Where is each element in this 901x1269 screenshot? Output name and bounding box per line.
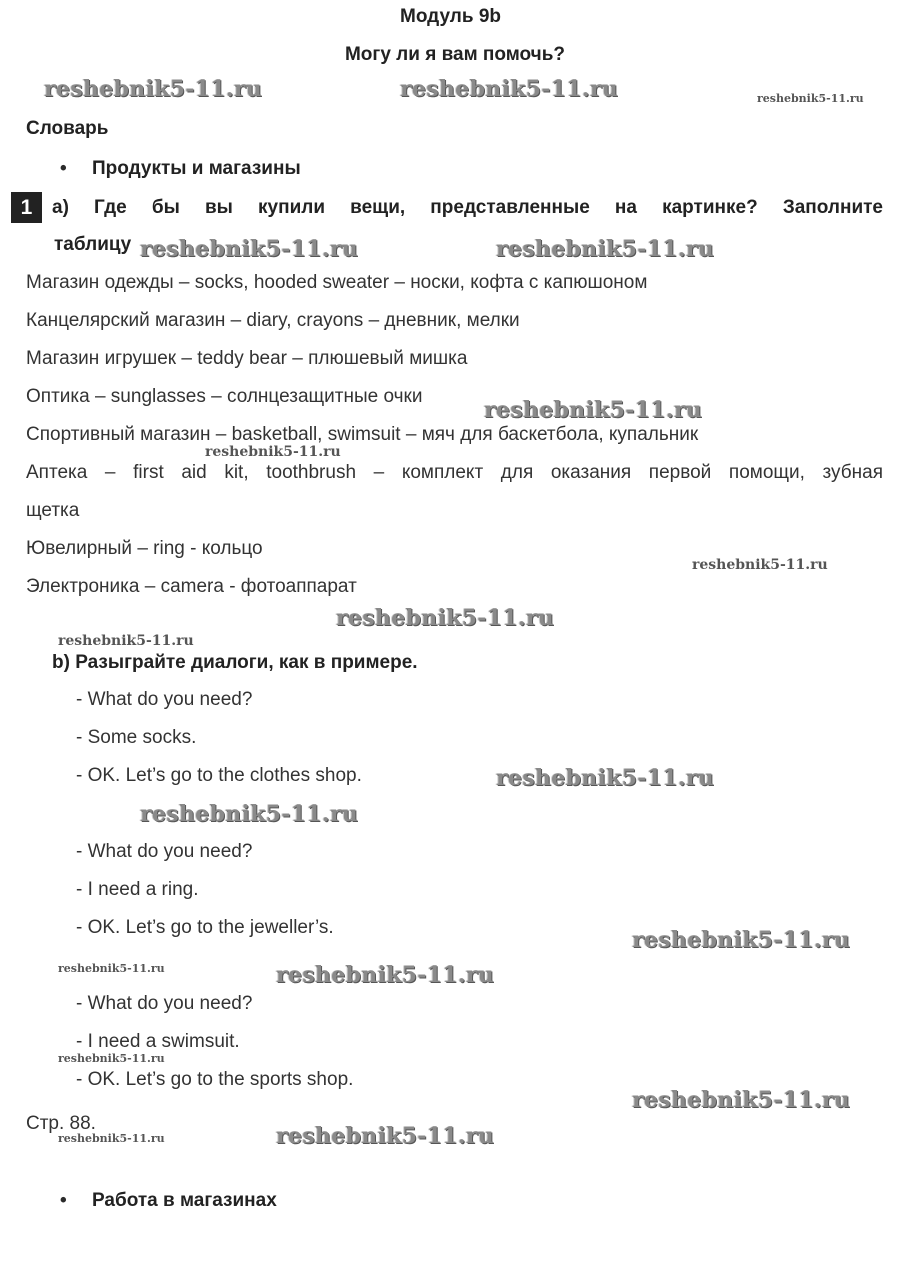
answer-line: щетка <box>26 500 80 521</box>
module-title: Модуль 9b <box>400 6 501 27</box>
watermark: reshebnik5-11.ru <box>140 236 359 262</box>
dialogue-line: - What do you need? <box>76 993 253 1014</box>
bullet-icon: • <box>60 1190 67 1211</box>
answer-line: Спортивный магазин – basketball, swimsuit – мяч для баскетбола, купальник <box>26 424 699 445</box>
page-subtitle: Могу ли я вам помочь? <box>344 44 565 65</box>
watermark: reshebnik5-11.ru <box>58 633 194 649</box>
answer-line: Канцелярский магазин – diary, crayons – дневник, мелки <box>26 310 520 331</box>
watermark: reshebnik5-11.ru <box>276 1123 495 1149</box>
dialogue-line: - Some socks. <box>76 727 197 748</box>
watermark: reshebnik5-11.ru <box>58 1132 165 1145</box>
watermark: reshebnik5-11.ru <box>496 765 715 791</box>
dialogue-line: - OK. Let’s go to the sports shop. <box>76 1069 354 1090</box>
watermark: reshebnik5-11.ru <box>632 1087 851 1113</box>
section-heading-vocab: Словарь <box>26 118 109 139</box>
dialogue-line: - I need a swimsuit. <box>76 1031 240 1052</box>
watermark: reshebnik5-11.ru <box>484 397 703 423</box>
dialogue-line: - What do you need? <box>76 841 253 862</box>
task-b-heading: b) Разыграйте диалоги, как в примере. <box>52 652 418 673</box>
bullet-products: Продукты и магазины <box>92 158 301 179</box>
page-reference: Стр. 88. <box>26 1113 96 1134</box>
watermark: reshebnik5-11.ru <box>58 1052 165 1065</box>
answer-line: Электроника – camera - фотоаппарат <box>26 576 357 597</box>
dialogue-line: - OK. Let’s go to the jeweller’s. <box>76 917 334 938</box>
answer-line: Аптека – first aid kit, toothbrush – комплект для оказания первой помощи, зубная <box>26 462 883 483</box>
answer-line: Магазин одежды – socks, hooded sweater – носки, кофта с капюшоном <box>26 272 648 293</box>
watermark: reshebnik5-11.ru <box>205 444 341 460</box>
task-a-line1: a) Где бы вы купили вещи, представленные на картинке? Заполните <box>52 197 883 218</box>
watermark: reshebnik5-11.ru <box>757 92 864 105</box>
bullet-icon: • <box>60 158 67 179</box>
answer-line: Магазин игрушек – teddy bear – плюшевый мишка <box>26 348 468 369</box>
bullet-work: Работа в магазинах <box>92 1190 277 1211</box>
watermark: reshebnik5-11.ru <box>44 76 263 102</box>
watermark: reshebnik5-11.ru <box>400 76 619 102</box>
answer-line: Оптика – sunglasses – солнцезащитные очки <box>26 386 423 407</box>
watermark: reshebnik5-11.ru <box>140 801 359 827</box>
exercise-number-badge: 1 <box>11 192 42 223</box>
dialogue-line: - What do you need? <box>76 689 253 710</box>
dialogue-line: - OK. Let’s go to the clothes shop. <box>76 765 362 786</box>
watermark: reshebnik5-11.ru <box>496 236 715 262</box>
watermark: reshebnik5-11.ru <box>336 605 555 631</box>
watermark: reshebnik5-11.ru <box>58 962 165 975</box>
watermark: reshebnik5-11.ru <box>692 557 828 573</box>
watermark: reshebnik5-11.ru <box>632 927 851 953</box>
answer-line: Ювелирный – ring - кольцо <box>26 538 263 559</box>
dialogue-line: - I need a ring. <box>76 879 199 900</box>
task-a-line2: таблицу <box>54 234 132 255</box>
watermark: reshebnik5-11.ru <box>276 962 495 988</box>
